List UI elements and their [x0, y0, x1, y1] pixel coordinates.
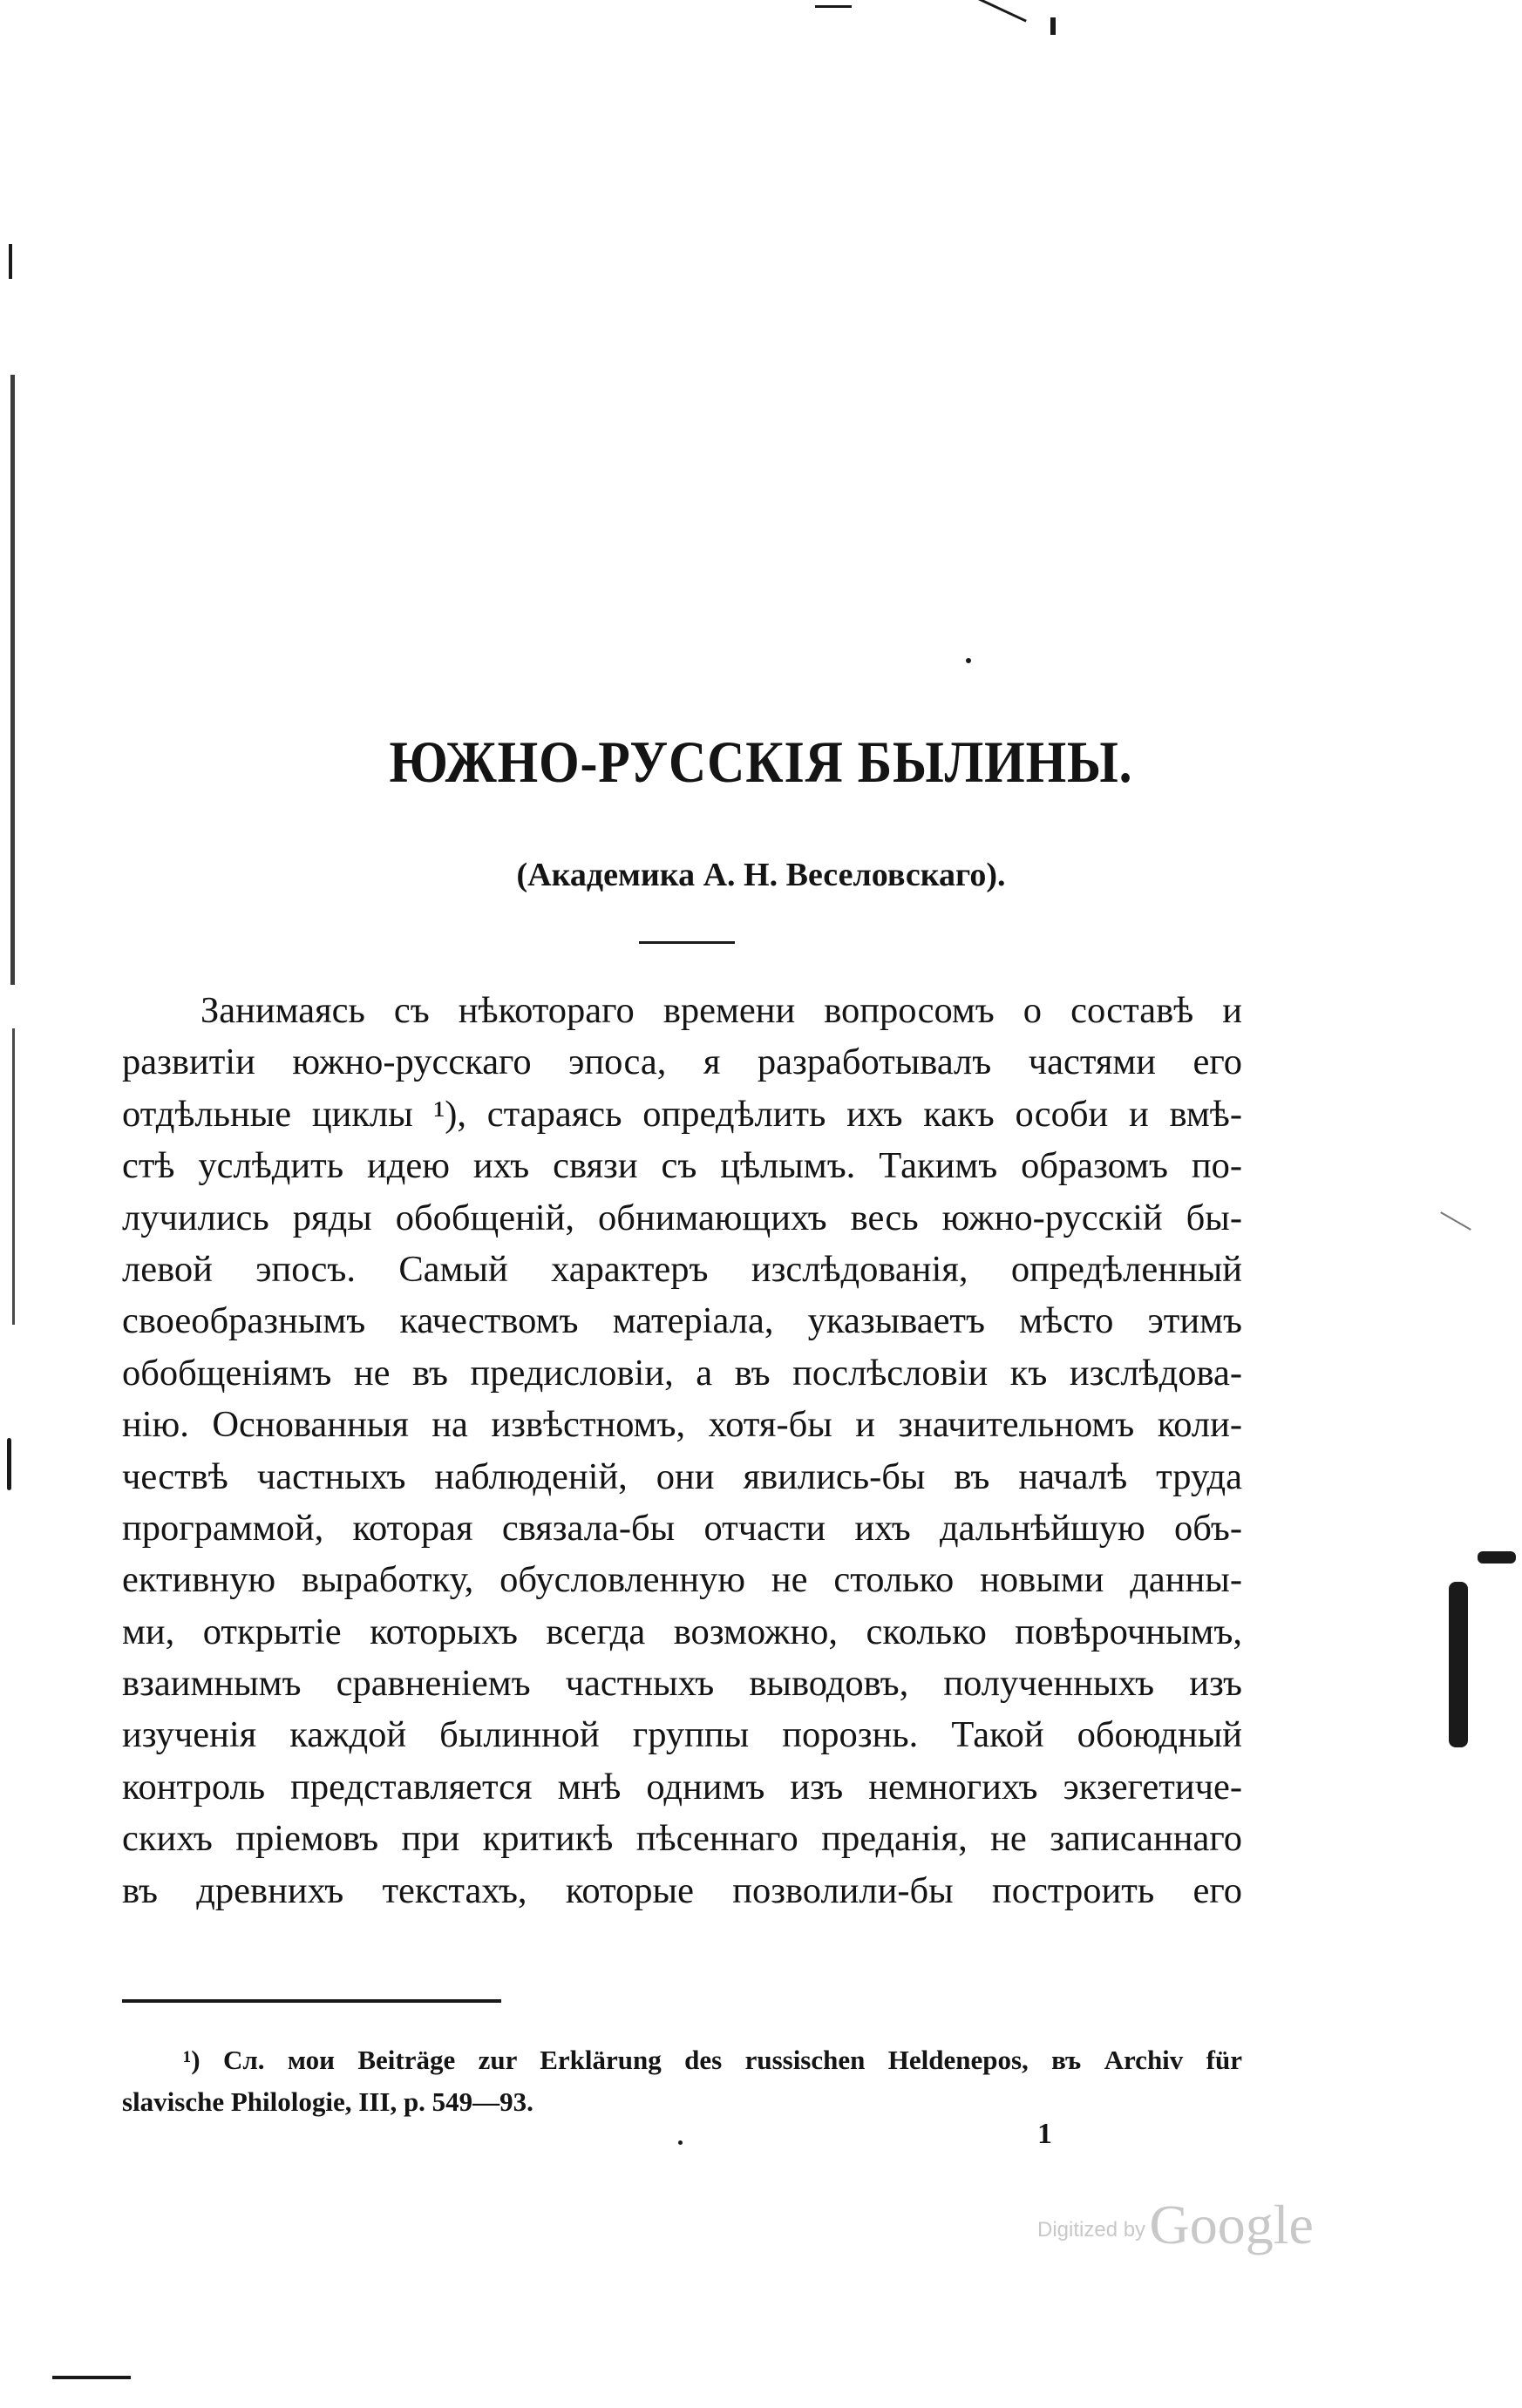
scan-edge-mark	[52, 2376, 131, 2379]
scan-edge-mark	[9, 244, 12, 279]
footnote-line: slavische Philologie, III, p. 549—93.	[122, 2086, 533, 2117]
scan-edge-mark	[815, 5, 852, 8]
scan-edge-mark	[678, 2140, 683, 2145]
text-line: своеобразнымъ качествомъ матеріала, указываетъ мѣсто этимъ	[122, 1300, 1242, 1342]
text-line: въ древнихъ текстахъ, которые позволили-бы построить его	[122, 1869, 1242, 1911]
text-line: развитіи южно-русскаго эпоса, я разработывалъ частями его	[122, 1041, 1242, 1083]
text-line: контроль представляется мнѣ однимъ изъ немногихъ экзегетиче-	[122, 1766, 1242, 1808]
author-line: (Академика А. Н. Веселовскаго).	[516, 857, 1006, 893]
text-line: левой эпосъ. Самый характеръ изслѣдованія, опредѣленный	[122, 1248, 1242, 1290]
text-line: программой, которая связала-бы отчасти ихъ дальнѣйшую объ-	[122, 1507, 1242, 1549]
text-line: чествѣ частныхъ наблюденій, они явились-бы въ началѣ труда	[122, 1455, 1242, 1497]
scan-edge-mark	[7, 1438, 11, 1490]
text-line: взаимнымъ сравненіемъ частныхъ выводовъ, полученныхъ изъ	[122, 1663, 1242, 1705]
digitized-watermark	[1037, 2193, 1314, 2257]
footnote	[122, 2039, 1242, 2123]
text-line: изученія каждой былинной группы порознь. Такой обоюдный	[122, 1714, 1242, 1756]
text-line: ективную выработку, обусловленную не столько новыми данны-	[122, 1559, 1242, 1601]
text-line: нію. Основанныя на извѣстномъ, хотя-бы и значительномъ коли-	[122, 1404, 1242, 1446]
text-line: лучились ряды обобщеній, обнимающихъ весь южно-русскій бы-	[122, 1197, 1242, 1238]
text-line: ми, открытіе которыхъ всегда возможно, сколько повѣрочнымъ,	[122, 1611, 1242, 1652]
scan-edge-mark	[966, 658, 971, 663]
text-line: отдѣльные циклы ¹), стараясь опредѣлить ихъ какъ особи и вмѣ-	[122, 1093, 1242, 1135]
watermark-prefix: Digitized by	[1037, 2218, 1146, 2242]
scan-edge-mark	[1449, 1582, 1468, 1747]
scan-edge-mark	[1440, 1211, 1471, 1231]
footnote-line: ¹) Сл. мои Beiträge zur Erklärung des russischen Heldenepos, въ Archiv für	[183, 2045, 1242, 2075]
text-line: Занимаясь съ нѣкотораго времени вопросомъ о составѣ и	[200, 990, 1242, 1031]
scan-edge-mark	[12, 1028, 15, 1325]
text-line: скихъ пріемовъ при критикѣ пѣсеннаго преданія, не записаннаго	[122, 1818, 1242, 1860]
body-paragraph	[122, 985, 1242, 1916]
scan-edge-mark	[1478, 1551, 1516, 1564]
footnote-divider	[122, 1999, 501, 2003]
title-divider	[639, 941, 735, 944]
page-title: ЮЖНО-РУССКІЯ БЫЛИНЫ.	[389, 729, 1133, 795]
text-line: стѣ услѣдить идею ихъ связи съ цѣлымъ. Такимъ образомъ по-	[122, 1145, 1242, 1187]
page-number: 1	[1037, 2118, 1052, 2150]
watermark-brand: Google	[1149, 2194, 1314, 2255]
text-line: обобщеніямъ не въ предисловіи, а въ послѣсловіи къ изслѣдова-	[122, 1352, 1242, 1394]
scan-edge-mark	[10, 375, 15, 985]
scan-edge-mark	[1050, 17, 1056, 35]
scan-edge-mark	[978, 0, 1027, 23]
